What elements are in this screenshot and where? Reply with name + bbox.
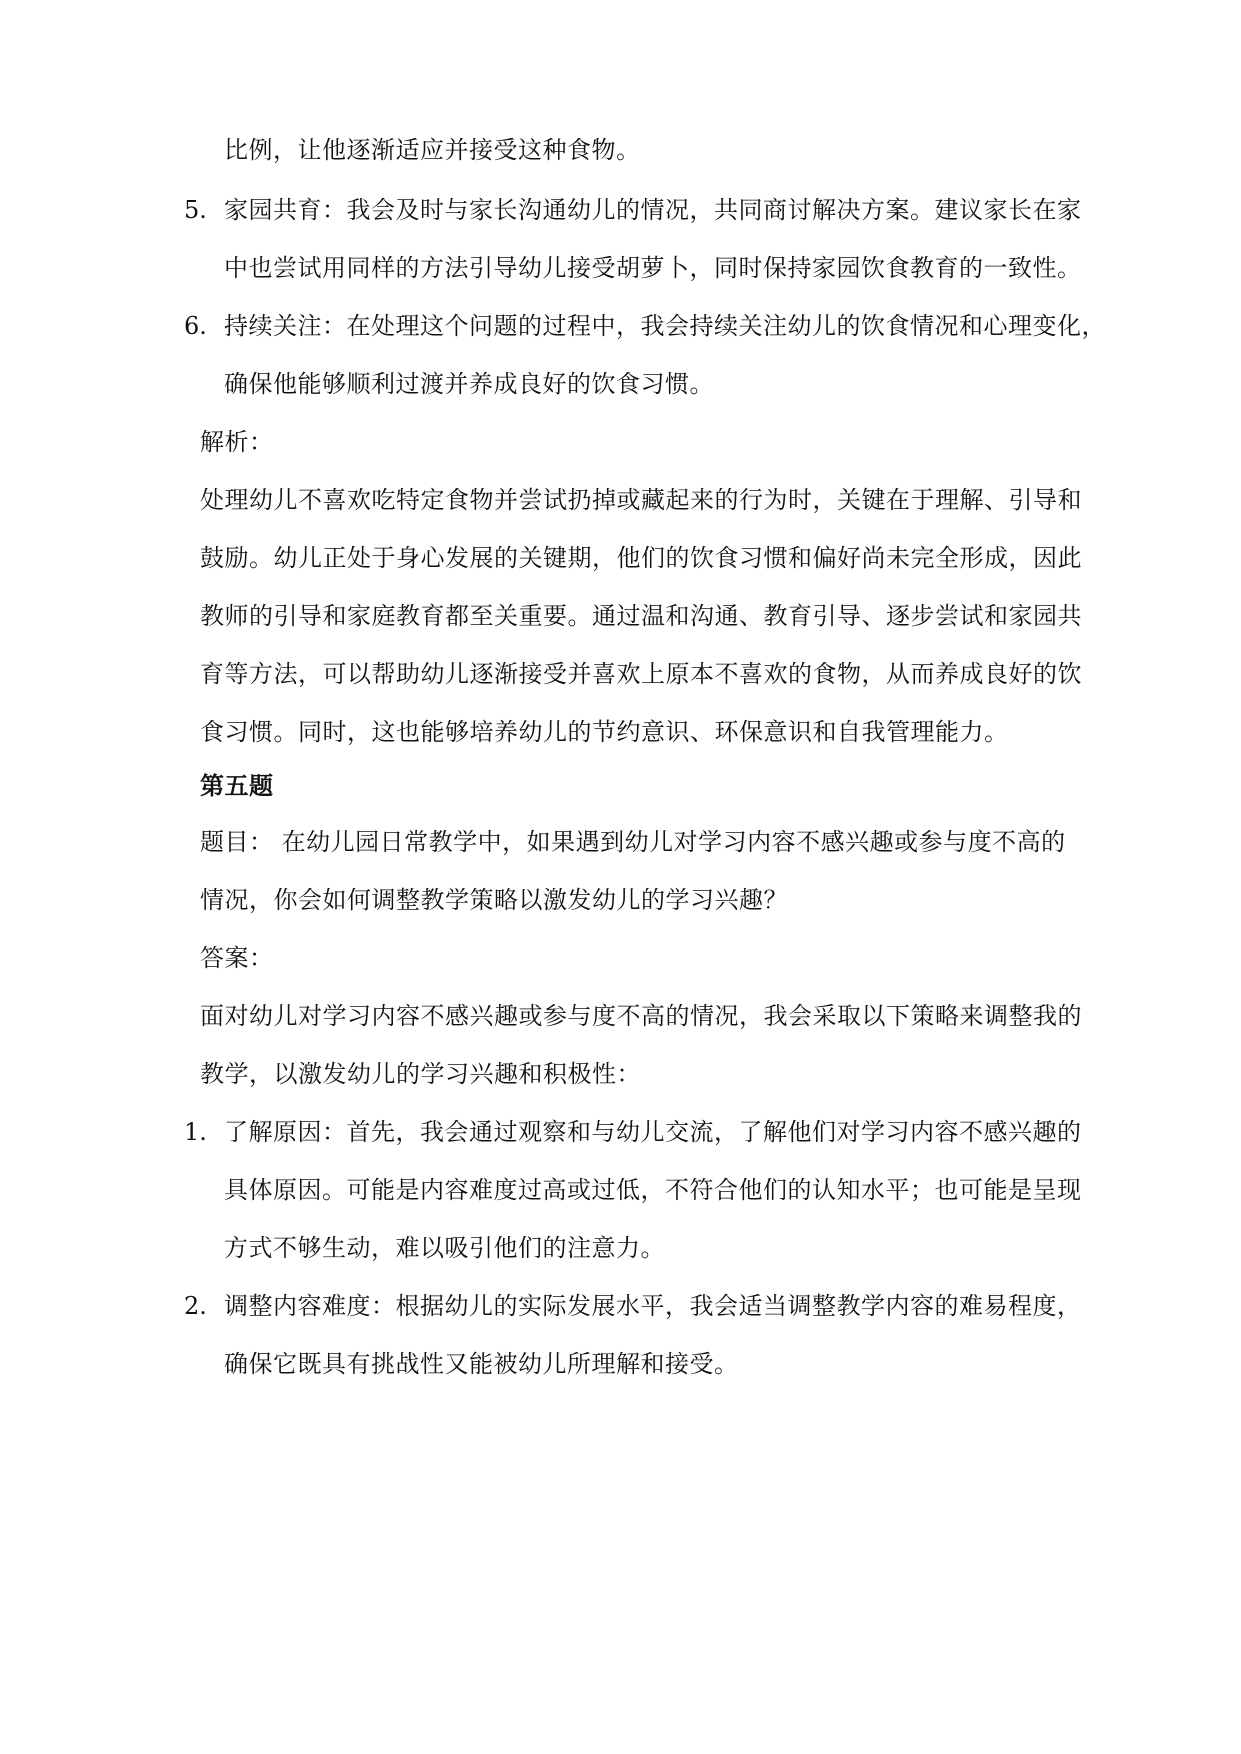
question-line: 情况，你会如何调整教学策略以激发幼儿的学习兴趣？ bbox=[200, 886, 788, 914]
list-item-text: 持续关注：在处理这个问题的过程中，我会持续关注幼儿的饮食情况和心理变化， bbox=[224, 312, 1106, 340]
list-item-text: 家园共育：我会及时与家长沟通幼儿的情况，共同商讨解决方案。建议家长在家 bbox=[224, 196, 1082, 224]
list-item-text: 确保它既具有挑战性又能被幼儿所理解和接受。 bbox=[224, 1350, 739, 1378]
list-item-text: 了解原因：首先，我会通过观察和与幼儿交流，了解他们对学习内容不感兴趣的 bbox=[224, 1118, 1082, 1146]
list-number: 6. bbox=[184, 312, 207, 340]
section-heading: 第五题 bbox=[200, 771, 274, 800]
paragraph-line: 鼓励。幼儿正处于身心发展的关键期，他们的饮食习惯和偏好尚未完全形成，因此 bbox=[200, 544, 1082, 572]
list-number: 2. bbox=[184, 1292, 207, 1320]
list-number: 5. bbox=[184, 196, 207, 224]
section-label: 解析： bbox=[200, 428, 274, 456]
paragraph-line: 食习惯。同时，这也能够培养幼儿的节约意识、环保意识和自我管理能力。 bbox=[200, 718, 1009, 746]
list-item-text: 方式不够生动，难以吸引他们的注意力。 bbox=[224, 1234, 665, 1262]
paragraph-line: 教师的引导和家庭教育都至关重要。通过温和沟通、教育引导、逐步尝试和家园共 bbox=[200, 602, 1082, 630]
list-number: 1. bbox=[184, 1118, 207, 1146]
paragraph-line: 面对幼儿对学习内容不感兴趣或参与度不高的情况，我会采取以下策略来调整我的 bbox=[200, 1002, 1082, 1030]
paragraph-line: 教学，以激发幼儿的学习兴趣和积极性： bbox=[200, 1060, 641, 1088]
text-line: 比例，让他逐渐适应并接受这种食物。 bbox=[224, 136, 641, 164]
section-label: 答案： bbox=[200, 944, 274, 972]
list-item-text: 调整内容难度：根据幼儿的实际发展水平，我会适当调整教学内容的难易程度， bbox=[224, 1292, 1082, 1320]
list-item-text: 确保他能够顺利过渡并养成良好的饮食习惯。 bbox=[224, 370, 714, 398]
question-line: 题目： 在幼儿园日常教学中，如果遇到幼儿对学习内容不感兴趣或参与度不高的 bbox=[200, 828, 1066, 856]
paragraph-line: 育等方法，可以帮助幼儿逐渐接受并喜欢上原本不喜欢的食物，从而养成良好的饮 bbox=[200, 660, 1082, 688]
paragraph-line: 处理幼儿不喜欢吃特定食物并尝试扔掉或藏起来的行为时，关键在于理解、引导和 bbox=[200, 486, 1082, 514]
list-item-text: 具体原因。可能是内容难度过高或过低，不符合他们的认知水平；也可能是呈现 bbox=[224, 1176, 1082, 1204]
list-item-text: 中也尝试用同样的方法引导幼儿接受胡萝卜，同时保持家园饮食教育的一致性。 bbox=[224, 254, 1082, 282]
